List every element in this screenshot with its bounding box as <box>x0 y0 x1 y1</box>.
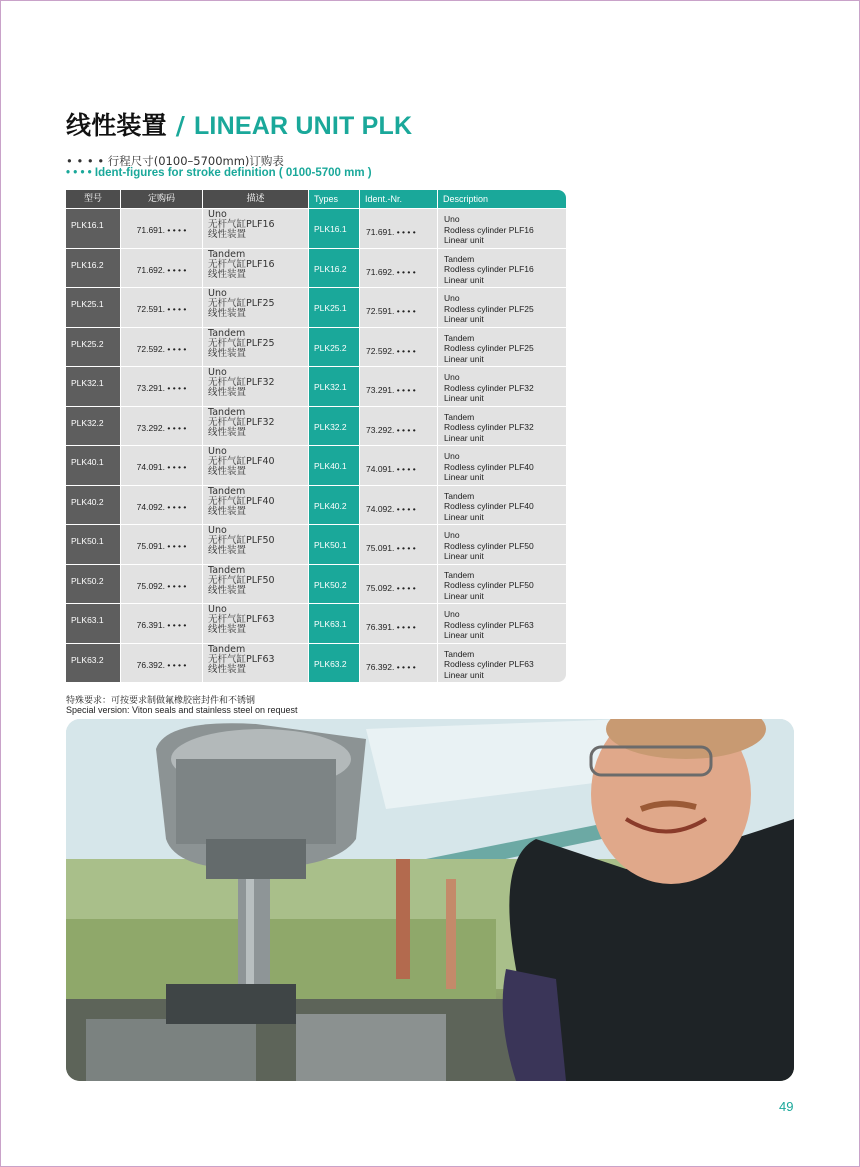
table-row <box>66 406 566 446</box>
desc-line-en: Tandem <box>444 648 475 659</box>
desc-line: 线性装置 <box>208 663 247 675</box>
ident-cell: 74.091. • • • • <box>121 446 203 485</box>
type-cell-en: PLK25.1 <box>309 288 360 327</box>
desc-line: Tandem <box>208 248 246 260</box>
desc-line-en: Rodless cylinder PLF16 <box>444 264 534 274</box>
desc-line: 无杆气缸PLF25 <box>208 298 275 309</box>
ident-cell: 71.691. • • • • <box>121 209 203 248</box>
desc-line: Uno <box>208 525 227 536</box>
desc-line: 无杆气缸PLF40 <box>208 495 275 507</box>
desc-line: Tandem <box>208 406 246 418</box>
desc-cell-zh <box>203 328 309 367</box>
desc-line-en: Linear unit <box>444 551 484 561</box>
type-cell: PLK50.1 <box>66 525 121 564</box>
desc-line: 线性装置 <box>208 505 247 517</box>
ident-cell: 74.092. • • • • <box>121 486 203 525</box>
desc-line-en: Uno <box>444 214 460 224</box>
table-row <box>66 287 566 327</box>
desc-line: 无杆气缸PLF32 <box>208 377 275 388</box>
header-desc-zh: 描述 <box>203 190 309 208</box>
desc-line-en: Linear unit <box>444 511 484 522</box>
desc-line: 无杆气缸PLF50 <box>208 535 275 546</box>
type-cell-en: PLK40.2 <box>309 486 360 525</box>
desc-line: Uno <box>208 446 227 457</box>
ident-cell-en: 72.592. • • • • <box>360 328 438 367</box>
type-cell-en: PLK40.1 <box>309 446 360 485</box>
desc-line-en: Rodless cylinder PLF25 <box>444 343 534 353</box>
desc-line: 线性装置 <box>208 624 247 635</box>
table-row <box>66 248 566 288</box>
subtitle-zh: • • • • 行程尺寸(0100–5700mm)订购表 <box>66 154 284 168</box>
desc-line: Tandem <box>208 485 246 497</box>
type-cell-en: PLK63.2 <box>309 644 360 683</box>
ident-cell: 75.092. • • • • <box>121 565 203 604</box>
desc-cell-zh <box>203 249 309 288</box>
machinist-photo <box>66 719 794 1081</box>
desc-line: Uno <box>208 604 227 615</box>
desc-line-en: Linear unit <box>444 630 484 640</box>
desc-line: 无杆气缸PLF63 <box>208 653 275 665</box>
type-cell: PLK16.1 <box>66 209 121 248</box>
type-cell: PLK25.1 <box>66 288 121 327</box>
machinist-photo-illustration <box>66 719 794 1081</box>
desc-line-en: Tandem <box>444 253 475 264</box>
desc-line: 线性装置 <box>208 584 247 596</box>
desc-cell-zh <box>203 486 309 525</box>
desc-cell-en <box>438 407 566 446</box>
type-cell-en: PLK32.2 <box>309 407 360 446</box>
ident-cell-en: 75.092. • • • • <box>360 565 438 604</box>
desc-cell-zh <box>203 367 309 406</box>
ident-cell: 76.392. • • • • <box>121 644 203 683</box>
subtitle-en: • • • • Ident-figures for stroke definition ( 0100-5700 mm ) <box>66 167 372 179</box>
desc-line: Uno <box>208 209 227 220</box>
ident-cell-en: 73.291. • • • • <box>360 367 438 406</box>
table-body <box>66 208 566 682</box>
ident-cell-en: 71.692. • • • • <box>360 249 438 288</box>
desc-cell-zh <box>203 288 309 327</box>
type-cell-en: PLK32.1 <box>309 367 360 406</box>
ident-cell-en: 76.391. • • • • <box>360 604 438 643</box>
header-ident-zh: 定购码 <box>121 190 203 208</box>
desc-line-en: Rodless cylinder PLF32 <box>444 382 534 393</box>
desc-line: 无杆气缸PLF32 <box>208 416 275 428</box>
desc-cell-en <box>438 525 566 564</box>
ident-cell-en: 76.392. • • • • <box>360 644 438 683</box>
ident-cell: 72.591. • • • • <box>121 288 203 327</box>
desc-line-en: Uno <box>444 609 460 619</box>
desc-line-en: Tandem <box>444 332 475 343</box>
desc-line-en: Tandem <box>444 490 475 501</box>
ident-cell-en: 73.292. • • • • <box>360 407 438 446</box>
ident-cell-en: 74.092. • • • • <box>360 486 438 525</box>
type-cell: PLK40.1 <box>66 446 121 485</box>
ident-cell: 73.292. • • • • <box>121 407 203 446</box>
desc-cell-en <box>438 446 566 485</box>
desc-line-en: Rodless cylinder PLF63 <box>444 619 534 630</box>
desc-cell-zh <box>203 604 309 643</box>
desc-line-en: Linear unit <box>444 235 484 245</box>
desc-line: 无杆气缸PLF25 <box>208 337 275 349</box>
page-title <box>66 106 412 142</box>
desc-line-en: Linear unit <box>444 393 484 403</box>
title-separator: / <box>166 111 194 140</box>
special-note-en: Special version: Viton seals and stainless steel on request <box>66 705 298 715</box>
desc-line-en: Uno <box>444 451 460 461</box>
desc-line: 线性装置 <box>208 466 247 477</box>
type-cell: PLK63.1 <box>66 604 121 643</box>
desc-line-en: Tandem <box>444 411 475 422</box>
ident-cell: 71.692. • • • • <box>121 249 203 288</box>
desc-line-en: Linear unit <box>444 353 484 364</box>
desc-line: 线性装置 <box>208 347 247 359</box>
desc-line: Tandem <box>208 564 246 576</box>
desc-line-en: Linear unit <box>444 472 484 482</box>
desc-line-en: Linear unit <box>444 590 484 601</box>
desc-line-en: Rodless cylinder PLF25 <box>444 303 534 314</box>
type-cell: PLK40.2 <box>66 486 121 525</box>
title-en: LINEAR UNIT PLK <box>193 112 413 140</box>
desc-line-en: Linear unit <box>444 669 484 680</box>
desc-cell-en <box>438 367 566 406</box>
desc-cell-zh <box>203 565 309 604</box>
desc-line: 线性装置 <box>208 308 247 319</box>
desc-line: Uno <box>208 288 227 299</box>
type-cell: PLK16.2 <box>66 249 121 288</box>
type-cell: PLK63.2 <box>66 644 121 683</box>
desc-line: Tandem <box>208 643 246 655</box>
header-ident-en: Ident.-Nr. <box>360 190 438 208</box>
desc-line-en: Rodless cylinder PLF63 <box>444 659 534 669</box>
desc-line: 无杆气缸PLF50 <box>208 574 275 586</box>
desc-line-en: Uno <box>444 530 460 540</box>
desc-cell-zh <box>203 644 309 683</box>
desc-line-en: Rodless cylinder PLF50 <box>444 540 534 551</box>
ident-cell-en: 75.091. • • • • <box>360 525 438 564</box>
table-row <box>66 603 566 643</box>
desc-cell-en <box>438 604 566 643</box>
ident-cell: 75.091. • • • • <box>121 525 203 564</box>
type-cell-en: PLK50.2 <box>309 565 360 604</box>
desc-cell-en <box>438 249 566 288</box>
type-cell: PLK25.2 <box>66 328 121 367</box>
desc-cell-zh <box>203 407 309 446</box>
desc-line: 线性装置 <box>208 426 247 438</box>
desc-cell-en <box>438 288 566 327</box>
page-number: 49 <box>779 1099 794 1114</box>
header-type-zh: 型号 <box>66 190 121 208</box>
desc-line: 无杆气缸PLF63 <box>208 614 275 625</box>
type-cell-en: PLK16.2 <box>309 249 360 288</box>
desc-cell-en <box>438 486 566 525</box>
table-row <box>66 208 566 248</box>
ident-cell-en: 72.591. • • • • <box>360 288 438 327</box>
desc-cell-en <box>438 209 566 248</box>
desc-line-en: Rodless cylinder PLF40 <box>444 501 534 511</box>
desc-cell-en <box>438 644 566 683</box>
type-cell-en: PLK25.2 <box>309 328 360 367</box>
desc-line-en: Uno <box>444 372 460 382</box>
header-type-en: Types <box>309 190 360 208</box>
desc-line: 线性装置 <box>208 545 247 556</box>
desc-line: Uno <box>208 367 227 378</box>
desc-line: 无杆气缸PLF16 <box>208 258 275 270</box>
type-cell-en: PLK16.1 <box>309 209 360 248</box>
type-cell: PLK32.2 <box>66 407 121 446</box>
type-cell-en: PLK63.1 <box>309 604 360 643</box>
desc-cell-zh <box>203 209 309 248</box>
ident-cell: 72.592. • • • • <box>121 328 203 367</box>
ident-cell-en: 71.691. • • • • <box>360 209 438 248</box>
desc-cell-en <box>438 565 566 604</box>
table-row <box>66 445 566 485</box>
table-header <box>66 190 566 208</box>
desc-line-en: Rodless cylinder PLF50 <box>444 580 534 590</box>
title-zh: 线性装置 <box>66 111 167 140</box>
desc-line-en: Tandem <box>444 569 475 580</box>
ident-cell: 76.391. • • • • <box>121 604 203 643</box>
ident-table <box>66 190 566 682</box>
desc-line-en: Rodless cylinder PLF32 <box>444 422 534 432</box>
desc-line: 线性装置 <box>208 387 247 398</box>
table-row <box>66 643 566 683</box>
desc-line-en: Uno <box>444 293 460 303</box>
table-row <box>66 366 566 406</box>
desc-line: 无杆气缸PLF16 <box>208 219 275 230</box>
type-cell: PLK32.1 <box>66 367 121 406</box>
table-row <box>66 327 566 367</box>
header-desc-en: Description <box>438 190 566 208</box>
type-cell-en: PLK50.1 <box>309 525 360 564</box>
desc-cell-zh <box>203 446 309 485</box>
ident-cell-en: 74.091. • • • • <box>360 446 438 485</box>
desc-line: Tandem <box>208 327 246 339</box>
desc-cell-zh <box>203 525 309 564</box>
table-row <box>66 564 566 604</box>
desc-line-en: Rodless cylinder PLF40 <box>444 461 534 472</box>
desc-line: 线性装置 <box>208 229 247 240</box>
desc-line: 线性装置 <box>208 268 247 280</box>
desc-line-en: Rodless cylinder PLF16 <box>444 224 534 235</box>
special-note-zh: 特殊要求：可按要求制做氟橡胶密封件和不锈钢 <box>66 696 256 706</box>
table-row <box>66 524 566 564</box>
table-row <box>66 485 566 525</box>
desc-line: 无杆气缸PLF40 <box>208 456 275 467</box>
desc-line-en: Linear unit <box>444 274 484 285</box>
ident-cell: 73.291. • • • • <box>121 367 203 406</box>
desc-cell-en <box>438 328 566 367</box>
type-cell: PLK50.2 <box>66 565 121 604</box>
desc-line-en: Linear unit <box>444 314 484 324</box>
desc-line-en: Linear unit <box>444 432 484 443</box>
